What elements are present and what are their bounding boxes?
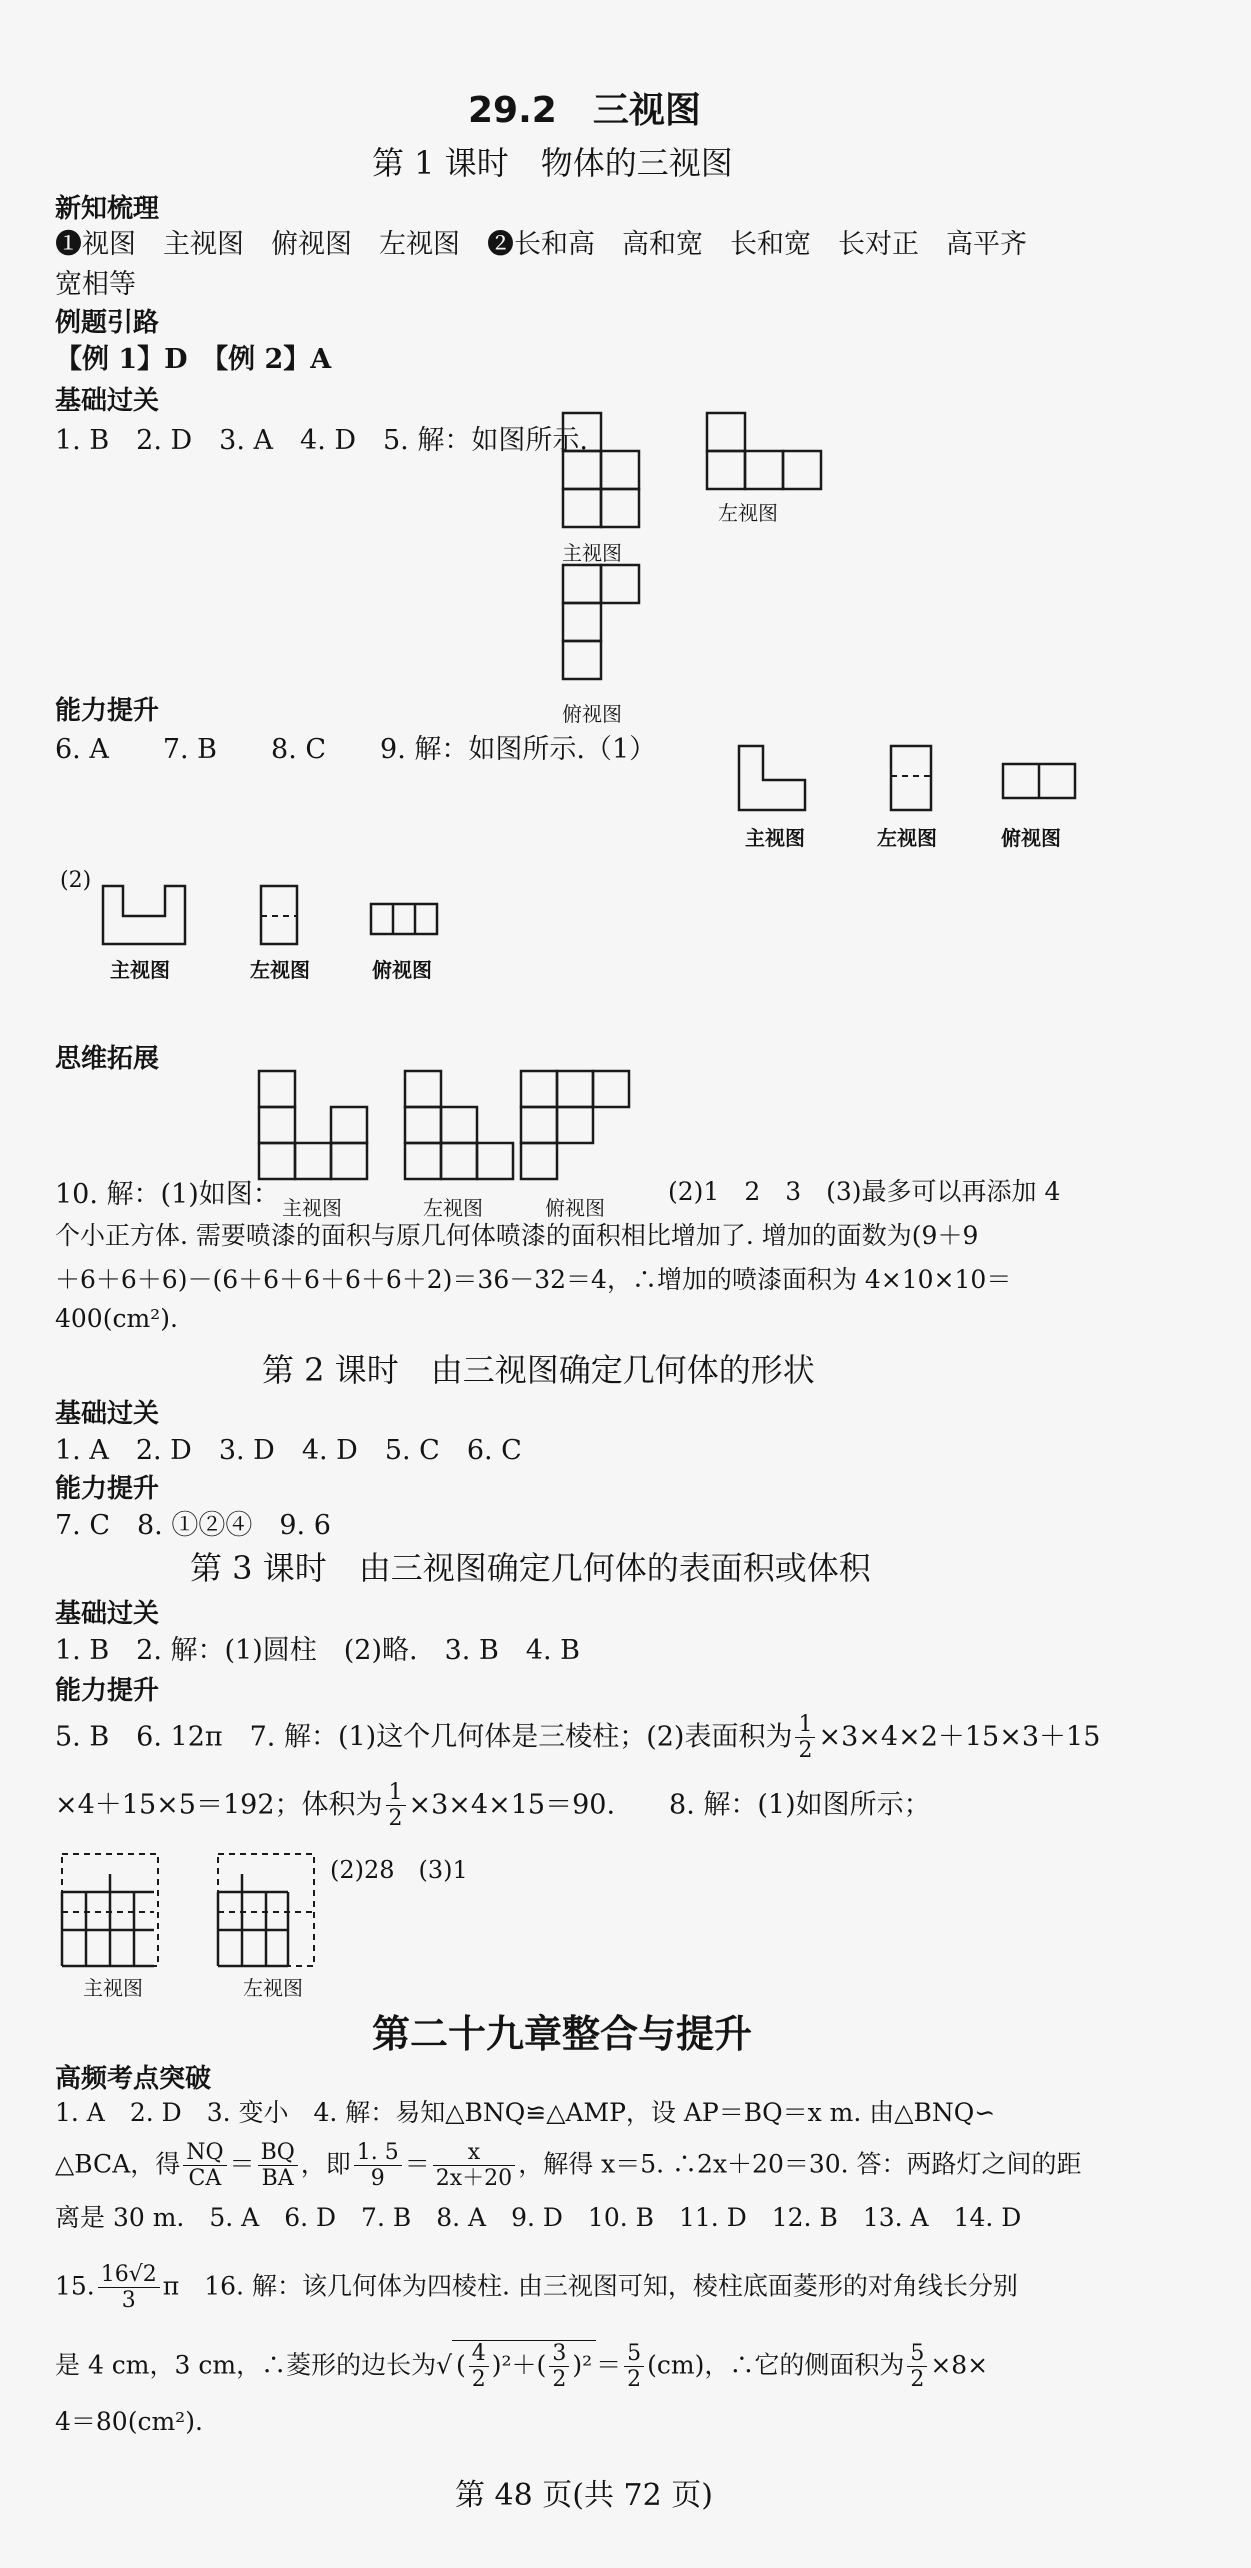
ch-l5-b: ＝ [596,2350,622,2380]
f3-den: 9 [370,2166,385,2192]
q8-views [58,1850,358,1972]
q5-left-caption: 左视图 [718,501,778,525]
heading-jichu-3: 基础过关 [55,1599,160,1629]
ch-l2-c: ，解得 x＝5. ∴2x＋20＝30. 答：两路灯之间的距 [518,2149,1082,2179]
frac-3-2 [549,2341,569,2393]
fraction-half [795,1712,815,1764]
q9-part2-label: (2) [60,868,92,893]
q10-line2: 个小正方体. 需要喷漆的面积与原几何体喷漆的面积相比增加了. 增加的面数为(9＋9 [55,1221,979,1250]
chapter-title: 第二十九章整合与提升 [372,2012,753,2056]
q15-num: 16√2 [98,2262,160,2288]
jichu-answers-3: 1. B 2. 解：(1)圆柱 (2)略. 3. B 4. B [55,1635,580,1666]
q16-text: 16. 解：该几何体为四棱柱. 由三视图可知，棱柱底面菱形的对角线长分别 [204,2271,1018,2301]
heading-xinzhi: 新知梳理 [55,194,160,224]
heading-nengli-1: 能力提升 [55,696,160,726]
f4-den: 2x＋20 [435,2166,513,2192]
ch-line6: 4＝80(cm²). [55,2407,203,2436]
f2-num: BQ [258,2140,298,2166]
sq-b-den: 2 [552,2367,567,2393]
ch-l5-c: (cm)，∴它的侧面积为 [647,2350,905,2380]
sqrt-expression: ( $\frac{4}{2}$ )²＋( $\frac{3}{2}$ )² [452,2340,596,2393]
q7-line2 [55,1780,931,1832]
f6-num: 5 [907,2341,927,2367]
q15-pi: π [162,2271,180,2301]
ch-l5-d: ×8× [930,2350,989,2380]
lesson3-title: 第 3 课时 由三视图确定几何体的表面积或体积 [190,1549,871,1587]
lesson2-title: 第 2 课时 由三视图确定几何体的形状 [262,1351,815,1389]
frac-5-2 [624,2341,644,2393]
section-title: 29.2 三视图 [468,90,701,131]
eq-1: ＝ [229,2149,255,2179]
q9-1-front-caption: 主视图 [745,826,805,850]
heading-nengli-3: 能力提升 [55,1676,160,1706]
f5-num: 5 [624,2341,644,2367]
q15-den: 3 [121,2288,136,2314]
xinzhi-line2: 宽相等 [55,269,136,300]
q9-part1-views [735,742,1095,822]
jichu-answers-1: 1. B 2. D 3. A 4. D 5. 解：如图所示. [55,425,588,456]
heading-nengli-2: 能力提升 [55,1474,160,1504]
q8-left-caption: 左视图 [243,1976,303,2000]
q7-pre: 5. B 6. 12π 7. 解：(1)这个几何体是三棱柱；(2)表面积为 [55,1721,793,1753]
frac-5-2-b [907,2341,927,2393]
f1-num: NQ [183,2140,226,2166]
ch-line1: 1. A 2. D 3. 变小 4. 解：易知△BNQ≌△AMP，设 AP＝BQ＝x m. 由△BNQ∽ [55,2098,996,2127]
f4-num: x [433,2140,515,2166]
f6-den: 2 [910,2367,925,2393]
half-num-2: 1 [386,1780,406,1806]
q9-1-top-caption: 俯视图 [1001,826,1061,850]
q15-label: 15. [55,2271,95,2301]
q8-front-caption: 主视图 [83,1976,143,2000]
q9-part2-views [95,882,455,952]
nengli-answers-1: 6. A 7. B 8. C 9. 解：如图所示.（1） [55,734,657,765]
ch-line4 [55,2262,1018,2314]
q8-tail: (2)28 (3)1 [330,1856,468,1884]
fraction-half-2 [386,1780,406,1832]
liti-answers: 【例 1】D 【例 2】A [55,344,332,375]
q10-line3: ＋6＋6＋6)－(6＋6＋6＋6＋6＋2)＝36－32＝4，∴增加的喷漆面积为 4×10×10＝ [55,1265,1012,1294]
jichu-answers-2: 1. A 2. D 3. D 4. D 5. C 6. C [55,1435,522,1466]
q9-2-front-caption: 主视图 [110,958,170,982]
heading-liti: 例题引路 [55,308,160,338]
frac-q15 [98,2262,160,2314]
q10-start: 10. 解：(1)如图： [55,1179,280,1210]
ch-line3: 离是 30 m. 5. A 6. D 7. B 8. A 9. D 10. B 11. D 12. B 13. A 14. D [55,2203,1022,2232]
page-footer: 第 48 页(共 72 页) [455,2478,713,2513]
q9-2-left-caption: 左视图 [250,958,310,982]
q10-line4: 400(cm²). [55,1304,178,1333]
q5-top-caption: 俯视图 [562,702,622,726]
heading-jichu-1: 基础过关 [55,386,160,416]
f2-den: BA [261,2166,294,2192]
frac-4-2 [469,2341,489,2393]
eq-2: ＝ [404,2149,430,2179]
ch-l2-b: ，即 [300,2149,351,2179]
sq-a-num: 4 [469,2341,489,2367]
q7-post: ×3×4×2＋15×3＋15 [818,1721,1101,1753]
frac-15-9 [354,2140,402,2192]
q10-left-caption: 左视图 [423,1196,483,1220]
frac-nq-ca [183,2140,226,2192]
f5-den: 2 [627,2367,642,2393]
ch-l2-a: △BCA，得 [55,2149,181,2179]
q10-three-views [255,1065,645,1190]
f3-num: 1. 5 [354,2140,402,2166]
frac-x [433,2140,515,2192]
f1-den: CA [188,2166,222,2192]
q10-top-caption: 俯视图 [545,1196,605,1220]
heading-siwei: 思维拓展 [55,1044,160,1074]
xinzhi-line1: ❶视图 主视图 俯视图 左视图 ❷长和高 高和宽 长和宽 长对正 高平齐 [55,229,1027,260]
lesson1-title: 第 1 课时 物体的三视图 [372,144,733,182]
q7-line1 [55,1712,1100,1764]
half-den-2: 2 [388,1806,403,1832]
heading-gaopin: 高频考点突破 [55,2064,212,2094]
q10-tail: (2)1 2 3 (3)最多可以再添加 4 [668,1177,1061,1206]
q10-front-caption: 主视图 [282,1196,342,1220]
nengli-answers-2: 7. C 8. ①②④ 9. 6 [55,1510,331,1541]
sq-b-num: 3 [549,2341,569,2367]
ch-line2 [55,2140,1082,2192]
half-num: 1 [795,1712,815,1738]
q7-line2-b: ×3×4×15＝90. 8. 解：(1)如图所示； [408,1789,931,1821]
ch-l5-a: 是 4 cm，3 cm，∴菱形的边长为 [55,2350,437,2380]
heading-jichu-2: 基础过关 [55,1399,160,1429]
q7-line2-a: ×4＋15×5＝192；体积为 [55,1789,383,1821]
frac-bq-ba [258,2140,298,2192]
q5-front-caption: 主视图 [562,541,622,565]
half-den: 2 [798,1738,813,1764]
sq-a-den: 2 [471,2367,486,2393]
q9-1-left-caption: 左视图 [877,826,937,850]
ch-line5: 是 4 cm，3 cm，∴菱形的边长为√ ( $\frac{4}{2}$ )²＋( $\frac{3}{2}$ )² ＝ $\frac{5}{2}$ (cm)，∴它的侧面积为 $\frac{5}{2}$ ×8× [55,2341,989,2393]
q9-2-top-caption: 俯视图 [372,958,432,982]
